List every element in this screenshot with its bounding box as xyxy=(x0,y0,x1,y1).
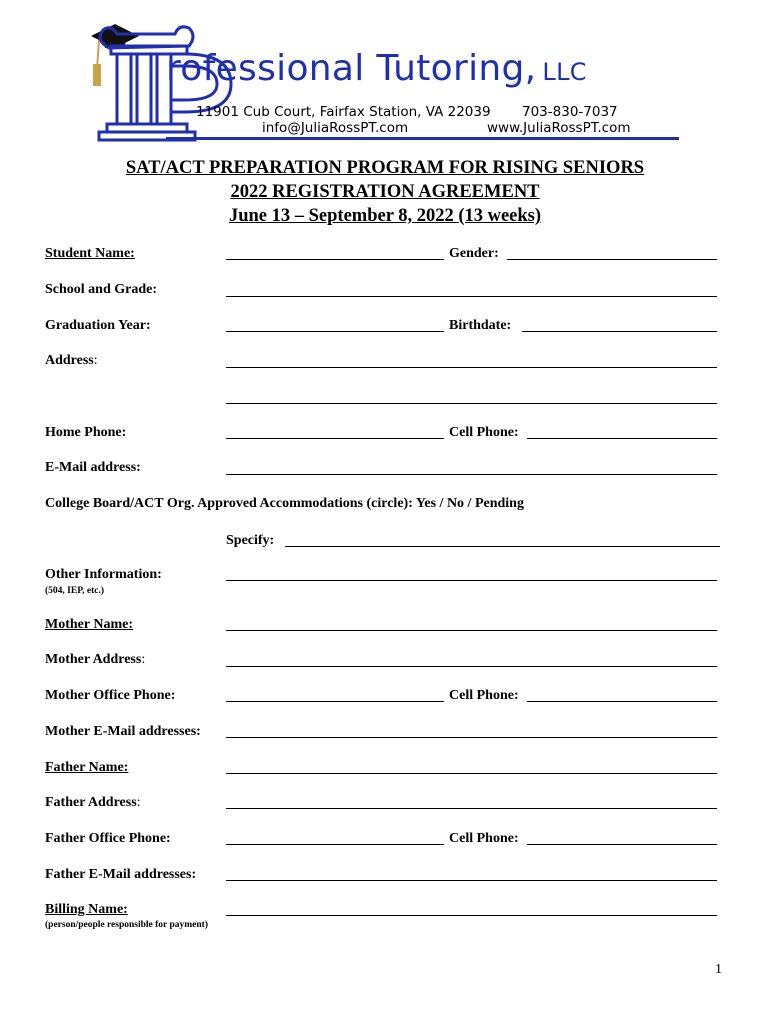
specify-field[interactable] xyxy=(285,546,720,547)
cell-phone-field[interactable] xyxy=(527,438,717,439)
document-title-line3: June 13 – September 8, 2022 (13 weeks) xyxy=(228,206,542,226)
address-label: Address: xyxy=(45,353,98,368)
mother-address-label: Mother Address: xyxy=(45,652,146,667)
father-name-field[interactable] xyxy=(226,773,717,774)
father-emails-field[interactable] xyxy=(226,880,717,881)
gender-field[interactable] xyxy=(507,259,717,260)
mother-cell-phone-field[interactable] xyxy=(527,701,717,702)
mother-name-label: Mother Name: xyxy=(45,617,133,632)
birthdate-label: Birthdate: xyxy=(449,318,512,333)
brand-suffix: LLC xyxy=(542,58,587,86)
document-title-line2: 2022 REGISTRATION AGREEMENT xyxy=(230,182,540,202)
other-info-field[interactable] xyxy=(226,580,717,581)
cell-phone-label: Cell Phone: xyxy=(449,425,519,440)
father-name-label: Father Name: xyxy=(45,760,129,775)
father-address-field[interactable] xyxy=(226,808,717,809)
father-cell-phone-label: Cell Phone: xyxy=(449,831,519,846)
email-label: E-Mail address: xyxy=(45,460,141,475)
mother-emails-label: Mother E-Mail addresses: xyxy=(45,724,201,739)
company-name xyxy=(166,48,587,89)
address-field-line1[interactable] xyxy=(226,367,717,368)
mother-emails-field[interactable] xyxy=(226,737,717,738)
birthdate-field[interactable] xyxy=(522,331,717,332)
billing-note: (person/people responsible for payment) xyxy=(45,920,208,930)
home-phone-field[interactable] xyxy=(226,438,444,439)
father-cell-phone-field[interactable] xyxy=(527,844,717,845)
student-name-field[interactable] xyxy=(226,259,444,260)
specify-label: Specify: xyxy=(226,533,275,548)
company-address: 11901 Cub Court, Fairfax Station, VA 22039 xyxy=(196,104,491,120)
school-grade-label: School and Grade: xyxy=(45,282,158,297)
billing-name-field[interactable] xyxy=(226,915,717,916)
mother-name-field[interactable] xyxy=(226,630,717,631)
student-name-label: Student Name: xyxy=(45,246,135,261)
accommodations-question: College Board/ACT Org. Approved Accommodations (circle): Yes / No / Pending xyxy=(45,496,524,511)
graduation-year-field[interactable] xyxy=(226,331,444,332)
mother-office-phone-label: Mother Office Phone: xyxy=(45,688,176,703)
other-info-note: (504, IEP, etc.) xyxy=(45,586,105,596)
school-grade-field[interactable] xyxy=(226,296,717,297)
father-emails-label: Father E-Mail addresses: xyxy=(45,867,197,882)
brand-rest: rofessional Tutoring, xyxy=(166,48,537,89)
other-info-label: Other Information: xyxy=(45,567,162,582)
graduation-year-label: Graduation Year: xyxy=(45,318,151,333)
letterhead-rule xyxy=(166,137,679,140)
email-field[interactable] xyxy=(226,474,717,475)
company-email: info@JuliaRossPT.com xyxy=(262,120,409,136)
mother-office-phone-field[interactable] xyxy=(226,701,444,702)
document-title-line1: SAT/ACT PREPARATION PROGRAM FOR RISING SENIORS xyxy=(125,158,645,178)
father-office-phone-field[interactable] xyxy=(226,844,444,845)
company-phone: 703-830-7037 xyxy=(522,104,618,120)
father-address-label: Father Address: xyxy=(45,795,141,810)
address-field-line2[interactable] xyxy=(226,403,717,404)
home-phone-label: Home Phone: xyxy=(45,425,127,440)
billing-name-label: Billing Name: xyxy=(45,902,128,917)
mother-cell-phone-label: Cell Phone: xyxy=(449,688,519,703)
page-number: 1 xyxy=(715,962,722,977)
father-office-phone-label: Father Office Phone: xyxy=(45,831,171,846)
company-website: www.JuliaRossPT.com xyxy=(487,120,631,136)
mother-address-field[interactable] xyxy=(226,666,717,667)
gender-label: Gender: xyxy=(449,246,499,261)
